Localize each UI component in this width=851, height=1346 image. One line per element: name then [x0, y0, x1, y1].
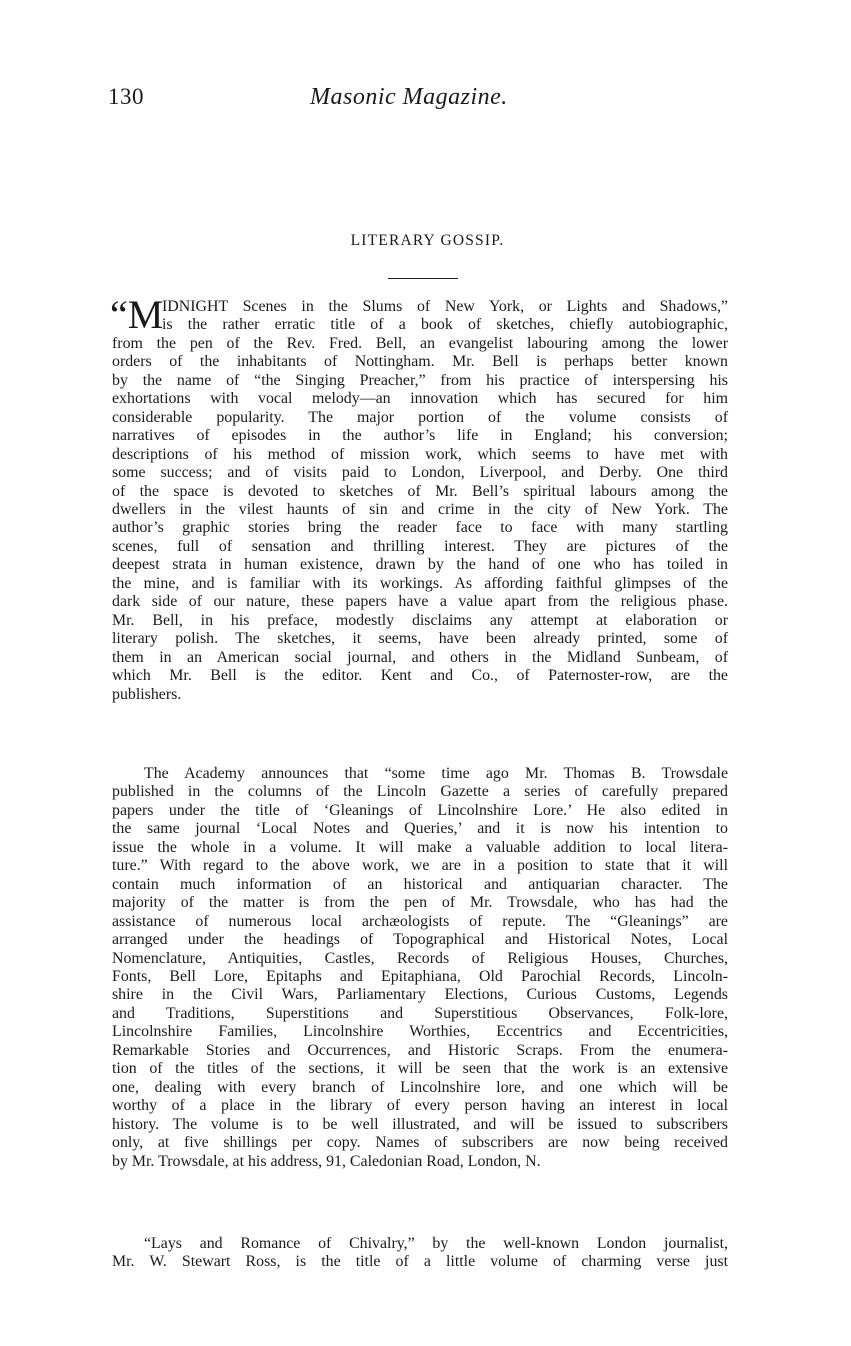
paragraph-line: Lincolnshire Families, Lincolnshire Worthies, Eccentrics and Eccentricities,: [112, 1023, 728, 1041]
paragraph-line: IDNIGHT Scenes in the Slums of New York, or Lights and Shadows,”: [162, 298, 728, 315]
paragraph-line: considerable popularity. The major portion of the volume consists of: [112, 408, 728, 426]
paragraph-line: of the space is devoted to sketches of Mr. Bell’s spiritual labours among the: [112, 482, 728, 500]
paragraph-line: Nomenclature, Antiquities, Castles, Records of Religious Houses, Churches,: [112, 949, 728, 967]
paragraph-line: shire in the Civil Wars, Parliamentary Elections, Curious Customs, Legends: [112, 986, 728, 1004]
paragraph-line: deepest strata in human existence, drawn by the hand of one who has toiled in: [112, 556, 728, 574]
paragraph-line: Mr. W. Stewart Ross, is the title of a little volume of charming verse just: [112, 1253, 728, 1271]
paragraph-line: majority of the matter is from the pen of Mr. Trowsdale, who has had the: [112, 894, 728, 912]
section-title: LITERARY GOSSIP.: [350, 232, 505, 249]
article-paragraph-1: [110, 292, 728, 704]
paragraph-line: arranged under the headings of Topographical and Historical Notes, Local: [112, 931, 728, 949]
paragraph-line: Mr. Bell, in his preface, modestly disclaims any attempt at elaboration or: [112, 611, 728, 629]
running-title: Masonic Magazine.: [310, 84, 508, 110]
paragraph-line: “Lays and Romance of Chivalry,” by the well-known London journalist,: [144, 1235, 728, 1252]
paragraph-line: from the pen of the Rev. Fred. Bell, an evangelist labouring among the lower: [112, 334, 728, 352]
paragraph-line: some success; and of visits paid to London, Liverpool, and Derby. One third: [112, 464, 728, 482]
paragraph-line: The Academy announces that “some time ago Mr. Thomas B. Trowsdale: [144, 765, 728, 782]
paragraph-line: by Mr. Trowsdale, at his address, 91, Caledonian Road, London, N.: [112, 1152, 541, 1170]
paragraph-line: worthy of a place in the library of every person having an interest in local: [112, 1097, 728, 1115]
paragraph-line: dark side of our nature, these papers have a value apart from the religious phase.: [112, 593, 728, 611]
paragraph-line: dwellers in the vilest haunts of sin and crime in the city of New York. The: [112, 500, 728, 518]
paragraph-line: and Traditions, Superstitions and Superstitious Observances, Folk-lore,: [112, 1004, 728, 1022]
paragraph-line: scenes, full of sensation and thrilling interest. They are pictures of the: [112, 537, 728, 555]
paragraph-line: ture.” With regard to the above work, we are in a position to state that it will: [112, 857, 728, 875]
paragraph-line: published in the columns of the Lincoln Gazette a series of carefully prepared: [112, 783, 728, 801]
paragraph-line: is the rather erratic title of a book of sketches, chiefly autobiographic,: [162, 316, 728, 334]
paragraph-line: papers under the title of ‘Gleanings of Lincolnshire Lore.’ He also edited in: [112, 801, 728, 819]
paragraph-line: author’s graphic stories bring the reader face to face with many startling: [112, 519, 728, 537]
paragraph-line: them in an American social journal, and others in the Midland Sunbeam, of: [112, 648, 728, 666]
article-paragraph-3: [112, 1235, 728, 1272]
paragraph-line: contain much information of an historical and antiquarian character. The: [112, 875, 728, 893]
paragraph-line: by the name of “the Singing Preacher,” from his practice of interspersing his: [112, 371, 728, 389]
article-paragraph-2: [112, 765, 728, 1171]
paragraph-line: descriptions of his method of mission work, which seems to have met with: [112, 445, 728, 463]
paragraph-line: only, at five shillings per copy. Names of subscribers are now being received: [112, 1134, 728, 1152]
paragraph-line: the same journal ‘Local Notes and Queries,’ and it is now his intention to: [112, 820, 728, 838]
title-divider: [388, 278, 458, 279]
paragraph-line: literary polish. The sketches, it seems, have been already printed, some of: [112, 630, 728, 648]
paragraph-line: Fonts, Bell Lore, Epitaphs and Epitaphiana, Old Parochial Records, Lincoln-: [112, 967, 728, 985]
paragraph-line: the mine, and is familiar with its workings. As affording faithful glimpses of the: [112, 574, 728, 592]
paragraph-line: exhortations with vocal melody—an innovation which has secured for him: [112, 390, 728, 408]
paragraph-line: Remarkable Stories and Occurrences, and Historic Scraps. From the enumera-: [112, 1041, 728, 1059]
paragraph-line: which Mr. Bell is the editor. Kent and Co., of Paternoster-row, are the: [112, 667, 728, 685]
paragraph-line: issue the whole in a volume. It will make a valuable addition to local litera-: [112, 838, 728, 856]
paragraph-line: narratives of episodes in the author’s life in England; his conversion;: [112, 427, 728, 445]
drop-cap: “M: [110, 292, 164, 337]
paragraph-line: orders of the inhabitants of Nottingham. Mr. Bell is perhaps better known: [112, 353, 728, 371]
page-number: 130: [108, 84, 144, 109]
paragraph-line: history. The volume is to be well illustrated, and will be issued to subscribers: [112, 1115, 728, 1133]
paragraph-line: assistance of numerous local archæologists of repute. The “Gleanings” are: [112, 912, 728, 930]
paragraph-line: tion of the titles of the sections, it will be seen that the work is an extensive: [112, 1060, 728, 1078]
paragraph-line: one, dealing with every branch of Lincolnshire lore, and one which will be: [112, 1078, 728, 1096]
paragraph-line: publishers.: [112, 685, 182, 703]
